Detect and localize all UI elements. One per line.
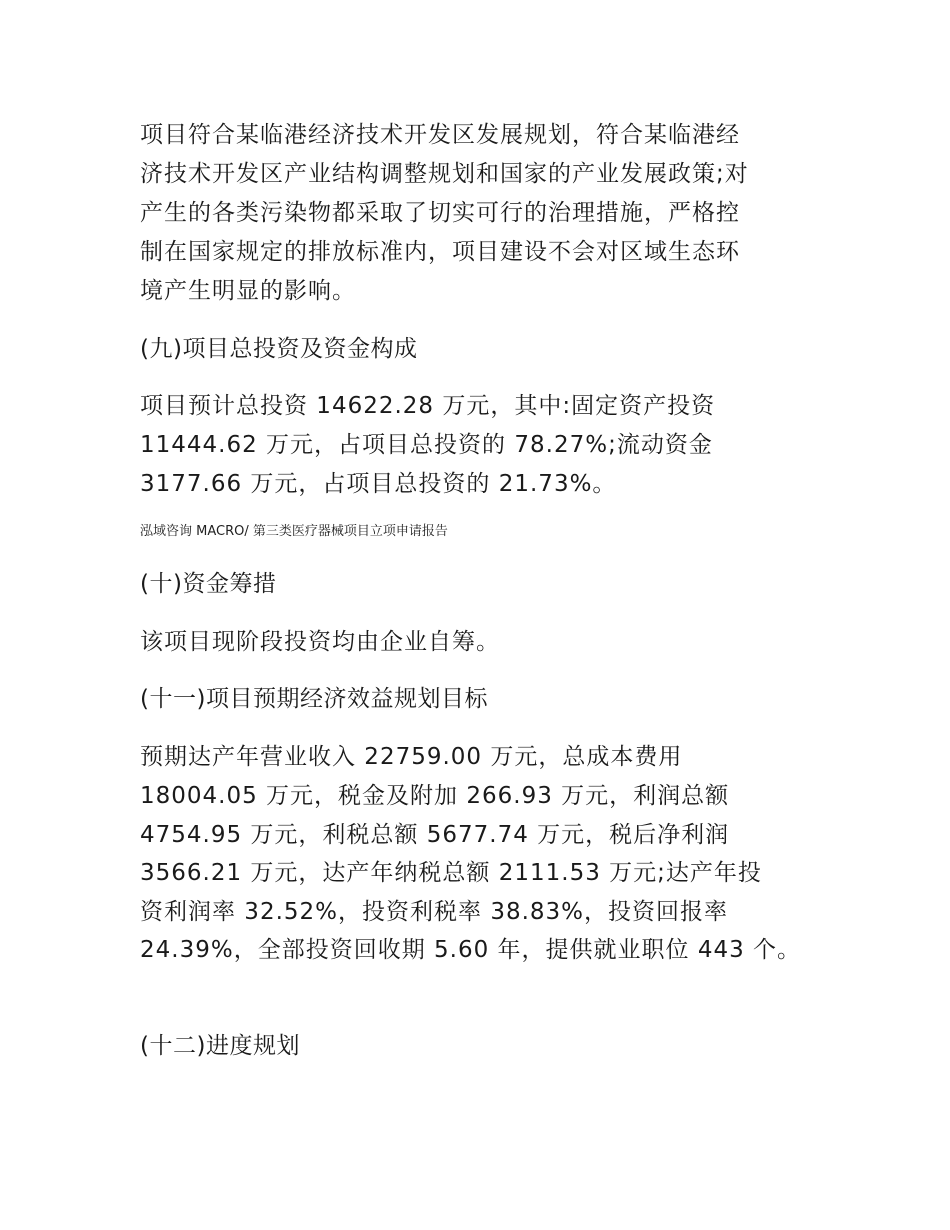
- paragraph-line: 24.39%，全部投资回收期 5.60 年，提供就业职位 443 个。: [140, 937, 802, 963]
- section-heading-12: (十二)进度规划: [140, 1033, 300, 1059]
- paragraph-line: 产生的各类污染物都采取了切实可行的治理措施，严格控: [140, 200, 740, 226]
- section-heading-11: (十一)项目预期经济效益规划目标: [140, 686, 488, 712]
- paragraph-line: 3177.66 万元，占项目总投资的 21.73%。: [140, 471, 617, 497]
- section-heading-10: (十)资金筹措: [140, 571, 277, 597]
- paragraph-line: 11444.62 万元，占项目总投资的 78.27%;流动资金: [140, 432, 713, 458]
- paragraph-line: 制在国家规定的排放标准内，项目建设不会对区域生态环: [140, 239, 740, 265]
- paragraph-line: 境产生明显的影响。: [140, 278, 356, 304]
- paragraph-line: 18004.05 万元，税金及附加 266.93 万元，利润总额: [140, 783, 730, 809]
- section-heading-9: (九)项目总投资及资金构成: [140, 336, 418, 362]
- paragraph-line: 济技术开发区产业结构调整规划和国家的产业发展政策;对: [140, 161, 749, 187]
- paragraph-line: 项目符合某临港经济技术开发区发展规划，符合某临港经: [140, 122, 740, 148]
- paragraph-line: 预期达产年营业收入 22759.00 万元，总成本费用: [140, 744, 683, 770]
- running-footer: 泓域咨询 MACRO/ 第三类医疗器械项目立项申请报告: [140, 524, 448, 539]
- paragraph-line: 该项目现阶段投资均由企业自筹。: [140, 629, 500, 655]
- paragraph-line: 4754.95 万元，利税总额 5677.74 万元，税后净利润: [140, 822, 730, 848]
- paragraph-line: 3566.21 万元，达产年纳税总额 2111.53 万元;达产年投: [140, 860, 762, 886]
- paragraph-line: 项目预计总投资 14622.28 万元，其中:固定资产投资: [140, 393, 716, 419]
- paragraph-line: 资利润率 32.52%，投资利税率 38.83%，投资回报率: [140, 899, 729, 925]
